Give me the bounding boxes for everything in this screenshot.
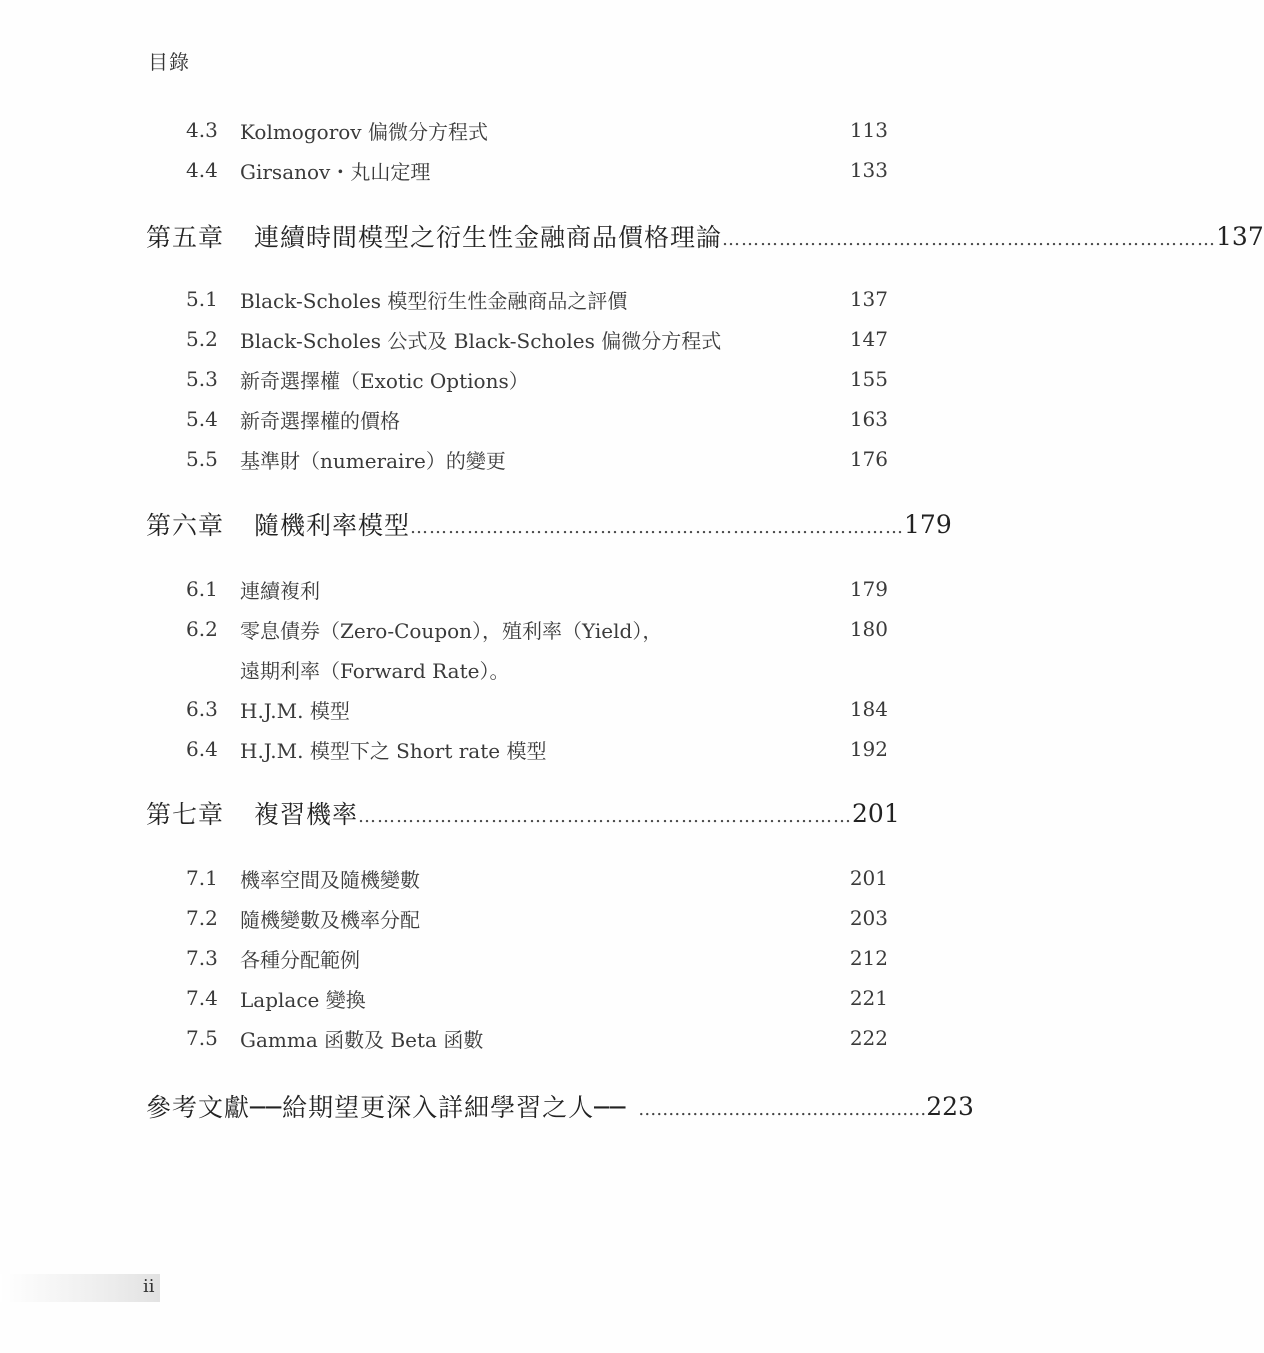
section-page: 137 [849,287,888,311]
section-title: 隨機變數及機率分配 [240,907,420,932]
chapter-5-heading [146,214,1264,258]
section-title: 新奇選擇權的價格 [240,408,400,433]
references-title: 參考文獻──給期望更深入詳細學習之人── [146,1093,627,1122]
section-title: 機率空間及隨機變數 [240,867,420,892]
section-number: 6.2 [186,617,218,641]
section-number: 7.1 [186,866,218,890]
section-page: 180 [849,617,888,641]
section-number: 6.3 [186,697,218,721]
section-page: 179 [849,577,888,601]
section-page: 133 [849,158,888,182]
section-page: 221 [849,986,888,1010]
section-number: 6.4 [186,737,218,761]
toc-entry-5-2 [186,321,888,357]
toc-entry-5-1 [186,281,888,317]
section-title: Kolmogorov 偏微分方程式 [240,119,488,144]
chapter-title: 複習機率 [254,800,359,829]
toc-entry-7-5 [186,1020,888,1056]
section-number: 5.2 [186,327,218,351]
section-page: 184 [849,697,888,721]
chapter-page: 137 [1216,221,1264,251]
section-page: 163 [849,407,888,431]
leader-dots: …………………………………………………………………… [410,516,905,538]
toc-entry-6-1 [186,571,888,607]
section-title: 基準財（numeraire）的變更 [240,448,506,473]
section-page: 201 [849,866,888,890]
references-heading [146,1084,974,1128]
section-title: 連續複利 [240,578,320,603]
chapter-label: 第七章 [146,800,225,829]
toc-entry-7-3 [186,940,888,976]
toc-entry-5-3 [186,361,888,397]
chapter-title: 連續時間模型之衍生性金融商品價格理論 [254,223,723,252]
chapter-title: 隨機利率模型 [254,511,411,540]
chapter-7-heading [146,791,900,835]
footer-shade [0,1274,160,1302]
section-title: 新奇選擇權（Exotic Options） [240,368,529,393]
section-page: 113 [849,118,888,142]
toc-entry-7-4 [186,980,888,1016]
section-number: 7.5 [186,1026,218,1050]
section-title: Laplace 變換 [240,987,366,1012]
section-number: 5.1 [186,287,218,311]
page-header: 目錄 [148,50,190,74]
section-title: Black-Scholes 模型衍生性金融商品之評價 [240,288,628,313]
toc-entry-4-3 [186,112,888,148]
section-title: 各種分配範例 [240,947,360,972]
chapter-page: 179 [904,509,952,539]
section-title: H.J.M. 模型 [240,698,350,723]
section-title: 遠期利率（Forward Rate）。 [240,658,510,683]
toc-entry-5-5 [186,441,888,477]
section-page: 222 [849,1026,888,1050]
section-page: 192 [849,737,888,761]
section-number: 7.4 [186,986,218,1010]
section-number: 5.5 [186,447,218,471]
references-page: 223 [926,1091,974,1121]
section-page: 155 [849,367,888,391]
toc-entry-4-4 [186,152,888,188]
leader-dots: …………………………………………………………………… [722,228,1217,250]
section-page: 176 [849,447,888,471]
section-title: Black-Scholes 公式及 Black-Scholes 偏微分方程式 [240,328,722,353]
section-number: 7.2 [186,906,218,930]
toc-entry-5-4 [186,401,888,437]
section-title: 零息債券（Zero-Coupon），殖利率（Yield）， [240,618,663,643]
section-page: 147 [849,327,888,351]
chapter-6-heading [146,502,952,546]
chapter-label: 第六章 [146,511,225,540]
leader-dots: …………………………………………………………………… [358,805,853,827]
toc-entry-7-2 [186,900,888,936]
toc-entry-6-4 [186,731,888,767]
section-number: 4.4 [186,158,218,182]
section-number: 5.3 [186,367,218,391]
section-number: 7.3 [186,946,218,970]
toc-entry-7-1 [186,860,888,896]
section-number: 4.3 [186,118,218,142]
toc-entry-6-2-continued [186,651,888,687]
toc-entry-6-3 [186,691,888,727]
leader-dots: ………………………………………… [638,1098,927,1120]
chapter-label: 第五章 [146,223,225,252]
chapter-page: 201 [852,798,900,828]
footer-page-number: ii [143,1276,155,1297]
section-title: Gamma 函數及 Beta 函數 [240,1027,484,1052]
section-page: 203 [849,906,888,930]
section-title: H.J.M. 模型下之 Short rate 模型 [240,738,547,763]
toc-entry-6-2 [186,611,888,647]
section-title: Girsanov・丸山定理 [240,159,431,184]
section-number: 5.4 [186,407,218,431]
section-number: 6.1 [186,577,218,601]
section-page: 212 [849,946,888,970]
